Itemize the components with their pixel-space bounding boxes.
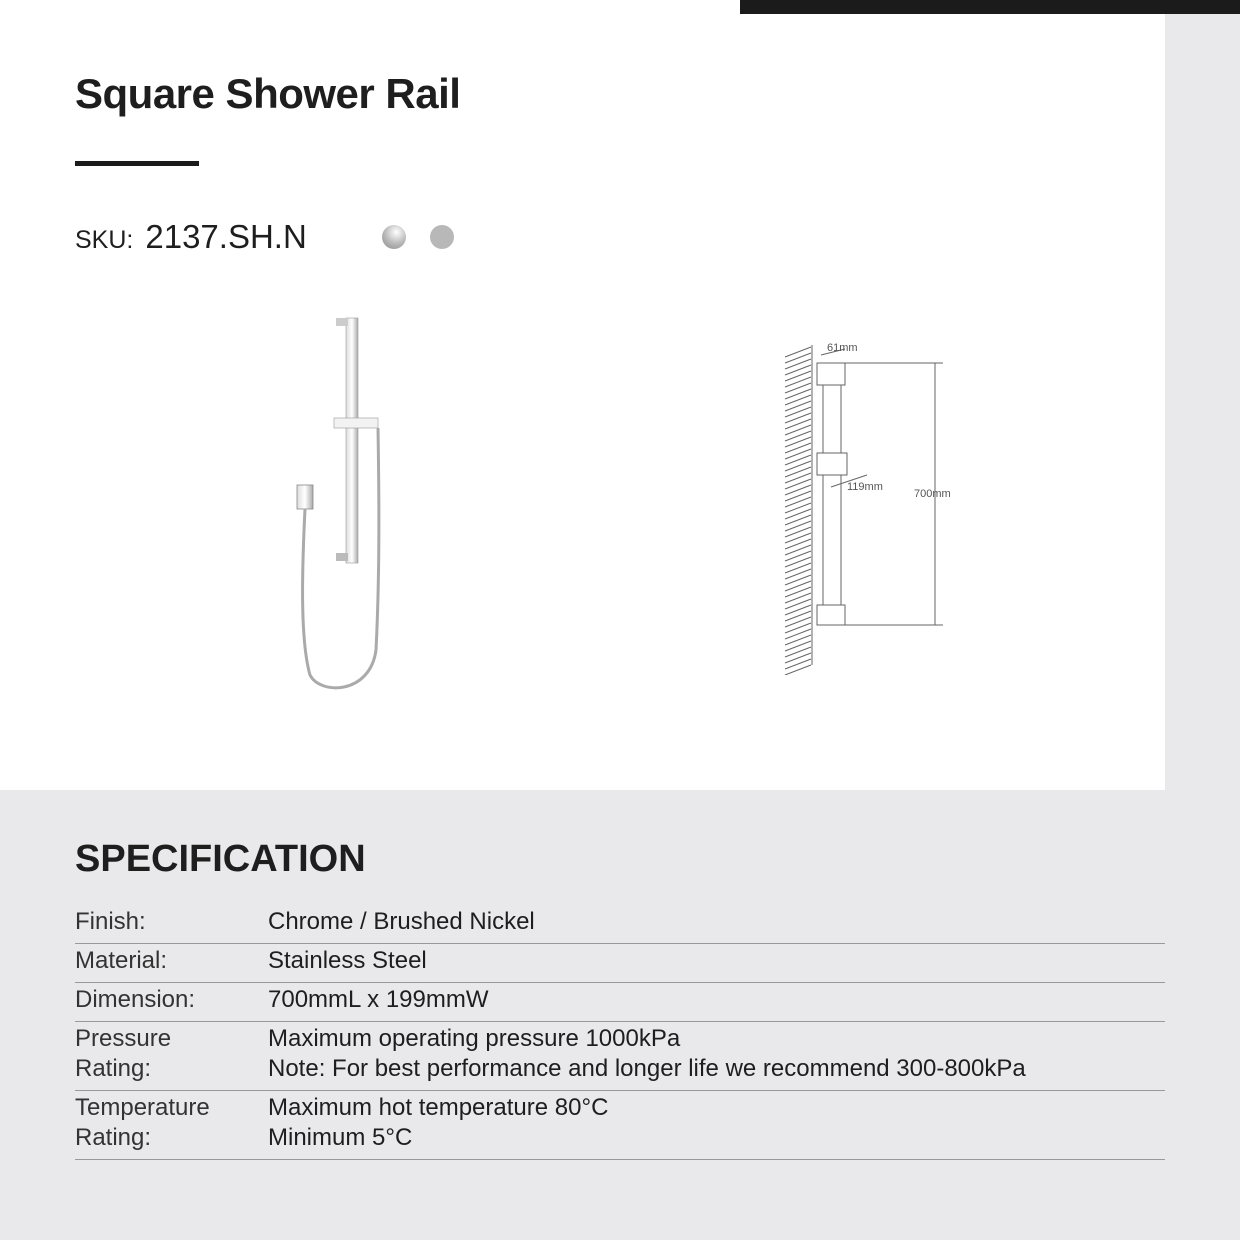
swatch-chrome[interactable]: [382, 225, 406, 249]
width-dimension-label: 61mm: [827, 342, 858, 354]
page-title: Square Shower Rail: [75, 70, 461, 117]
spec-value-line: Note: For best performance and longer life we recommend 300-800kPa: [268, 1055, 1026, 1082]
spec-row: [75, 944, 1165, 983]
spec-row: [75, 905, 1165, 944]
sku-value: 2137.SH.N: [145, 218, 307, 255]
sku: [75, 218, 307, 256]
spec-value-line: Chrome / Brushed Nickel: [268, 908, 535, 935]
height-dimension-label: 700mm: [914, 488, 951, 500]
spec-label: Temperature Rating:: [75, 1094, 210, 1151]
spec-row: [75, 1091, 1165, 1160]
title-divider: [75, 161, 199, 166]
sku-label: SKU:: [75, 226, 134, 254]
specification-table: [75, 905, 1165, 1160]
holder-dimension-label: 119mm: [847, 481, 883, 493]
spec-value: [268, 1024, 1165, 1084]
spec-label: Material:: [75, 947, 168, 974]
spec-label: Finish:: [75, 908, 146, 935]
product-photo: [280, 310, 390, 695]
dimension-diagram: [775, 335, 975, 675]
spec-value-line: 700mmL x 199mmW: [268, 986, 489, 1013]
spec-label: Dimension:: [75, 986, 196, 1013]
spec-value-line: Maximum operating pressure 1000kPa: [268, 1025, 681, 1052]
spec-value: [268, 985, 1165, 1015]
spec-row: [75, 983, 1165, 1022]
spec-value: [268, 946, 1165, 976]
spec-value-line: Stainless Steel: [268, 947, 427, 974]
spec-value: [268, 1093, 1165, 1153]
spec-label: Pressure Rating:: [75, 1025, 172, 1082]
swatch-brushed-nickel[interactable]: [430, 225, 454, 249]
spec-row: [75, 1022, 1165, 1091]
spec-value-line: Maximum hot temperature 80°C: [268, 1094, 609, 1121]
specification-heading: SPECIFICATION: [75, 838, 366, 880]
spec-value-line: Minimum 5°C: [268, 1124, 413, 1151]
top-accent-bar: [740, 0, 1240, 14]
spec-value: [268, 907, 1165, 937]
